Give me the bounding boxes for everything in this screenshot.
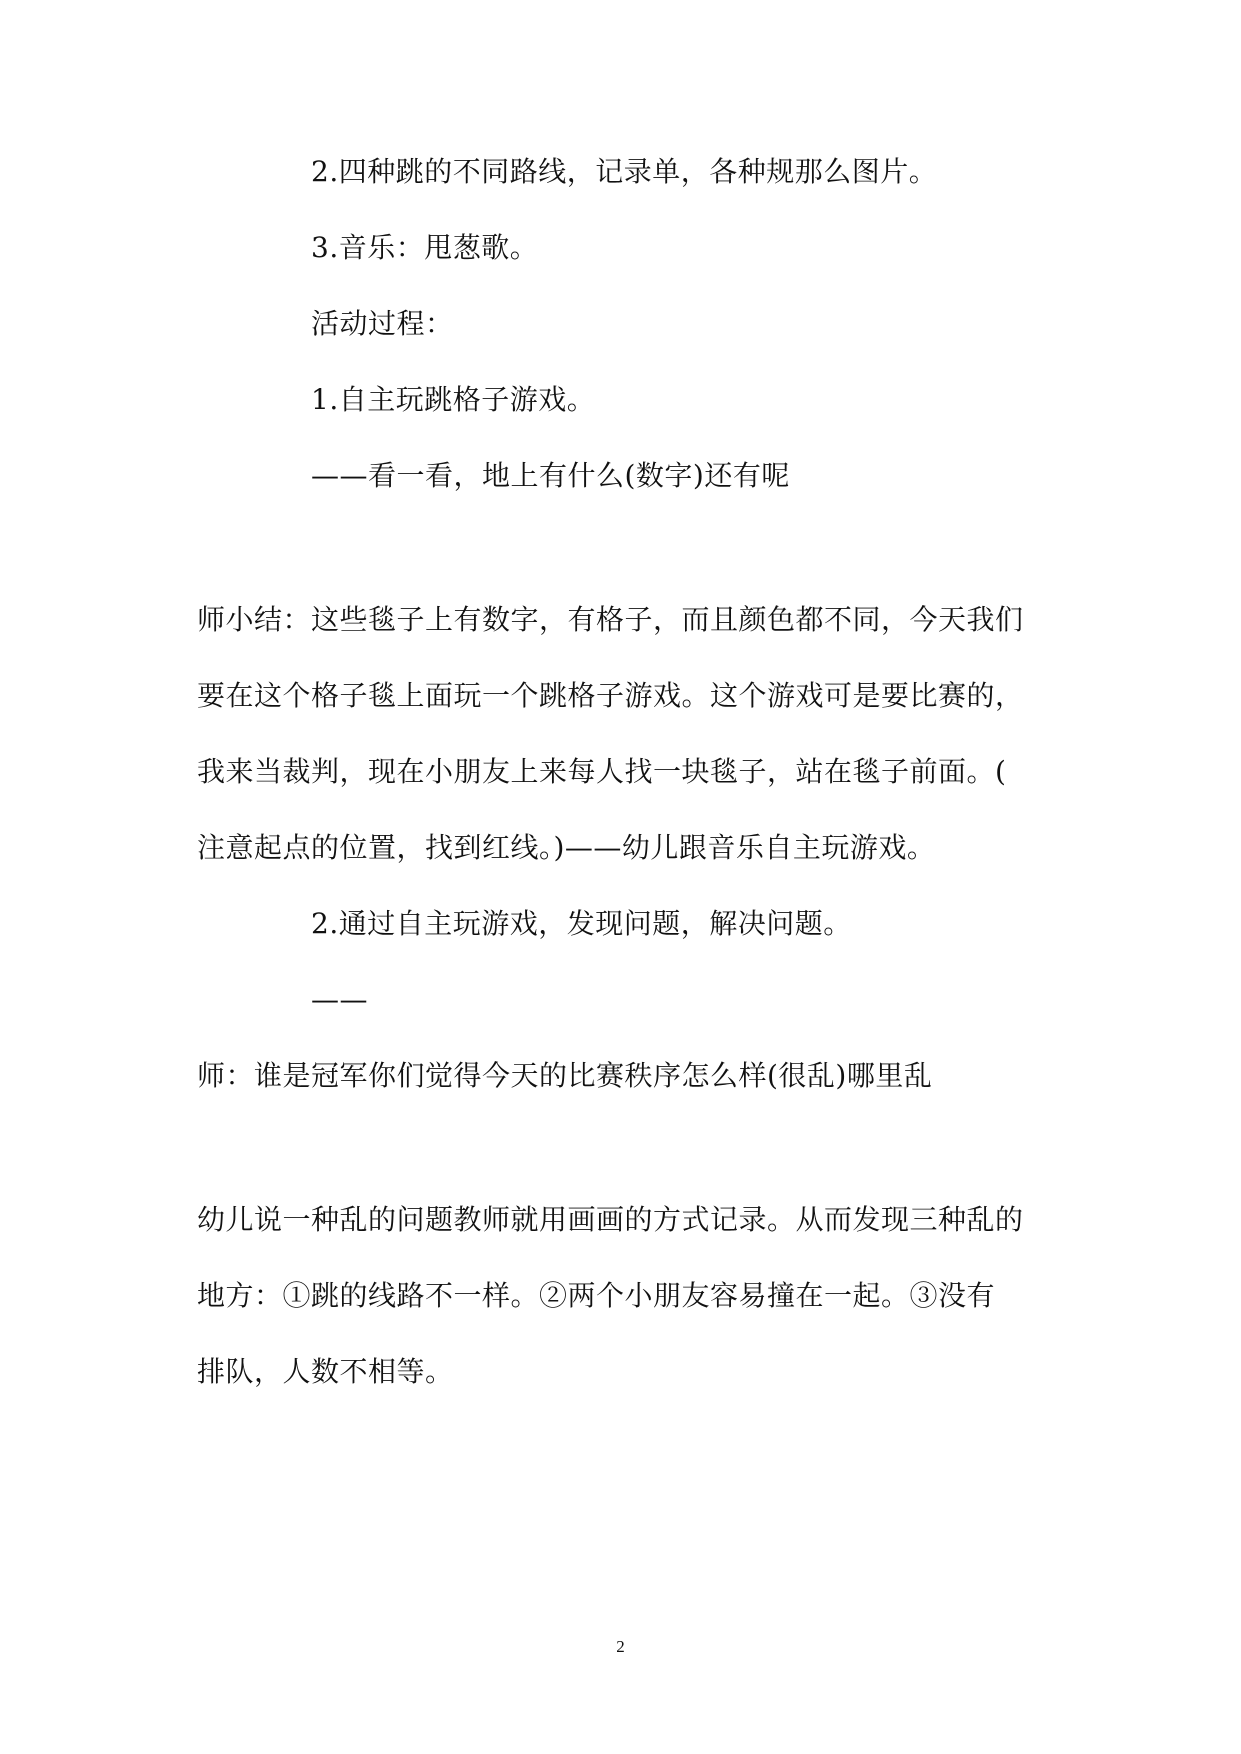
step-1-heading: 1.自主玩跳格子游戏。 (311, 383, 596, 416)
teacher-summary-line-4: 注意起点的位置，找到红线。)——幼儿跟音乐自主玩游戏。 (197, 831, 936, 864)
children-discussion-line-3: 排队，人数不相等。 (197, 1355, 454, 1388)
page-number: 2 (616, 1637, 625, 1656)
step-1-question: ——看一看，地上有什么(数字)还有呢 (311, 459, 790, 492)
teacher-summary-line-1: 师小结：这些毯子上有数字，有格子，而且颜色都不同，今天我们 (197, 603, 1024, 636)
teacher-question: 师：谁是冠军你们觉得今天的比赛秩序怎么样(很乱)哪里乱 (197, 1059, 933, 1092)
step-2-dash: —— (311, 983, 368, 1016)
children-discussion-line-2: 地方：①跳的线路不一样。②两个小朋友容易撞在一起。③没有 (197, 1279, 996, 1312)
section-heading-activity-process: 活动过程： (311, 307, 454, 340)
materials-line-3: 3.音乐：甩葱歌。 (311, 231, 539, 264)
step-2-heading: 2.通过自主玩游戏，发现问题，解决问题。 (311, 907, 852, 940)
teacher-summary-line-3: 我来当裁判，现在小朋友上来每人找一块毯子，站在毯子前面。( (197, 755, 1007, 788)
children-discussion-line-1: 幼儿说一种乱的问题教师就用画画的方式记录。从而发现三种乱的 (197, 1203, 1024, 1236)
materials-line-2: 2.四种跳的不同路线，记录单，各种规那么图片。 (311, 155, 938, 188)
teacher-summary-line-2: 要在这个格子毯上面玩一个跳格子游戏。这个游戏可是要比赛的， (197, 679, 1024, 712)
